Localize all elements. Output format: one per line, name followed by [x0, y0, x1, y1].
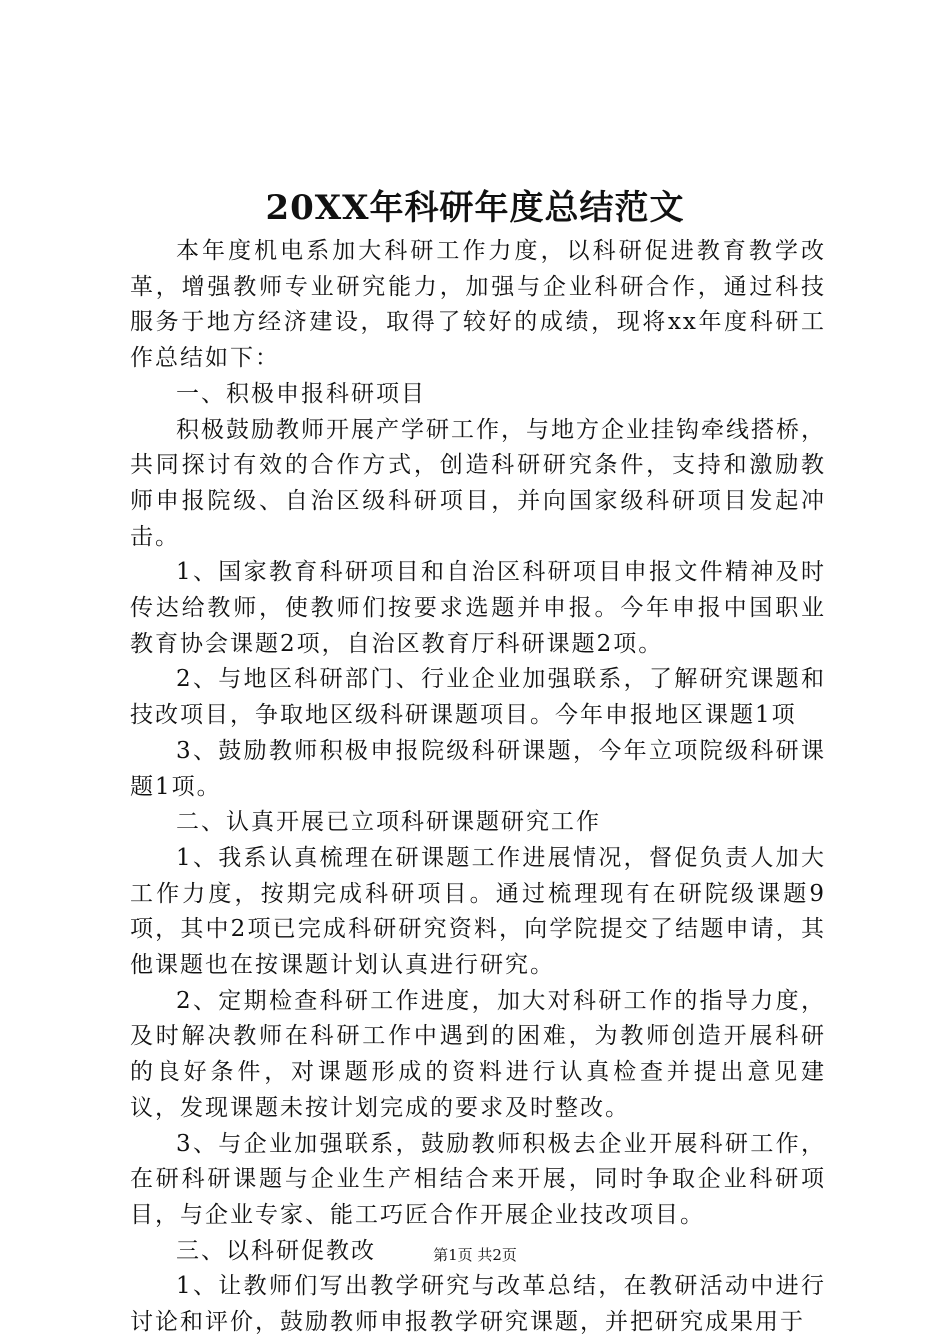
- list-item: 1、我系认真梳理在研课题工作进展情况，督促负责人加大工作力度，按期完成科研项目。通过梳理现有在研院级课题9项，其中2项已完成科研研究资料，向学院提交了结题申请，其他课题也在按课题计划认真进行研究。: [130, 844, 826, 979]
- document-body: [130, 234, 826, 1341]
- list-item: 1、国家教育科研项目和自治区科研项目申报文件精神及时传达给教师，使教师们按要求选题并申报。今年申报中国职业教育协会课题2项，自治区教育厅科研课题2项。: [130, 559, 826, 657]
- paragraph: 积极鼓励教师开展产学研工作，与地方企业挂钩牵线搭桥，共同探讨有效的合作方式，创造科研研究条件，支持和激励教师申报院级、自治区级科研项目，并向国家级科研项目发起冲击。: [130, 416, 826, 550]
- paragraph-intro: 本年度机电系加大科研工作力度，以科研促进教育教学改革，增强教师专业研究能力，加强与企业科研合作，通过科技服务于地方经济建设，取得了较好的成绩，现将xx年度科研工作总结如下：: [130, 238, 826, 372]
- list-item: 2、定期检查科研工作进度，加大对科研工作的指导力度，及时解决教师在科研工作中遇到的困难，为教师创造开展科研的良好条件，对课题形成的资料进行认真检查并提出意见建议，发现课题未按计划完成的要求及时整改。: [130, 987, 826, 1121]
- list-item: 1、让教师们写出教学研究与改革总结，在教研活动中进行讨论和评价，鼓励教师申报教学研究课题，并把研究成果用于: [130, 1273, 826, 1336]
- section-heading-2: 二、认真开展已立项科研课题研究工作: [176, 809, 601, 836]
- list-item: 3、鼓励教师积极申报院级科研课题，今年立项院级科研课题1项。: [130, 737, 826, 800]
- list-item: 2、与地区科研部门、行业企业加强联系，了解研究课题和技改项目，争取地区级科研课题项目。今年申报地区课题1项: [130, 666, 826, 729]
- list-item: 3、与企业加强联系，鼓励教师积极去企业开展科研工作，在研科研课题与企业生产相结合来开展，同时争取企业科研项目，与企业专家、能工巧匠合作开展企业技改项目。: [130, 1130, 826, 1228]
- document-title: 20XX年科研年度总结范文: [265, 188, 685, 228]
- page-number-footer: 第1页 共2页: [433, 1246, 517, 1264]
- section-heading-1: 一、积极申报科研项目: [176, 380, 426, 407]
- section-heading-3: 三、以科研促教改: [176, 1237, 376, 1264]
